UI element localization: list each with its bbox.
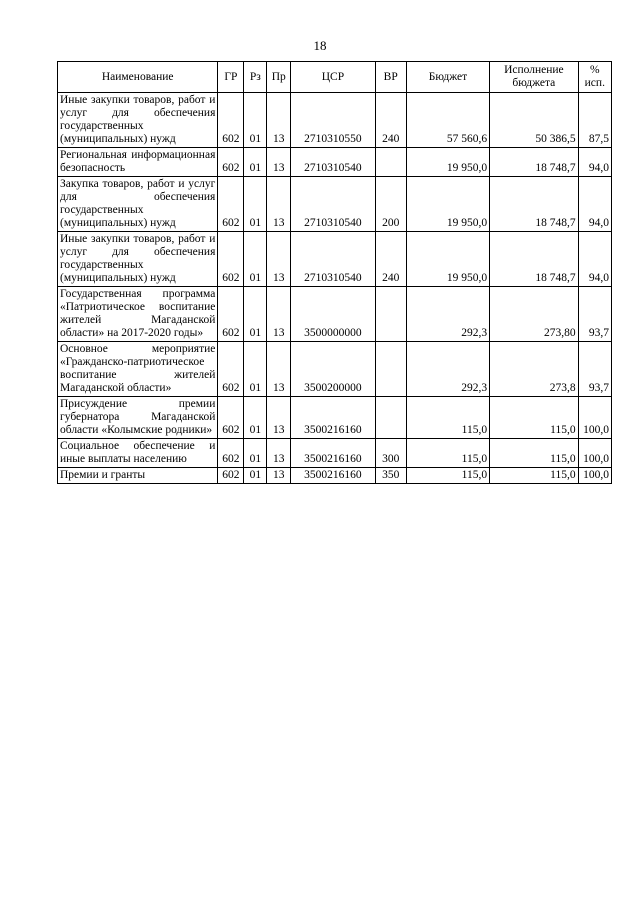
cell-pr: 13 — [267, 232, 291, 287]
cell-percent: 94,0 — [578, 177, 611, 232]
cell-execution: 115,0 — [490, 397, 579, 439]
cell-percent: 100,0 — [578, 439, 611, 468]
cell-name: Закупка товаров, работ и услуг для обеспечения государственных (муниципальных) нужд — [58, 177, 218, 232]
cell-rz: 01 — [244, 287, 267, 342]
cell-vr — [375, 397, 406, 439]
cell-rz: 01 — [244, 439, 267, 468]
cell-execution: 18 748,7 — [490, 148, 579, 177]
cell-csr: 2710310540 — [291, 232, 375, 287]
cell-execution: 115,0 — [490, 439, 579, 468]
cell-budget: 19 950,0 — [406, 148, 489, 177]
header-csr: ЦСР — [291, 62, 375, 93]
cell-gr: 602 — [218, 468, 244, 484]
cell-gr: 602 — [218, 287, 244, 342]
page-number: 18 — [313, 38, 327, 53]
budget-table — [57, 61, 612, 484]
cell-budget: 19 950,0 — [406, 232, 489, 287]
cell-pr: 13 — [267, 439, 291, 468]
cell-csr: 3500216160 — [291, 468, 375, 484]
header-rz: Рз — [244, 62, 267, 93]
cell-csr: 3500000000 — [291, 287, 375, 342]
header-name: Наименование — [58, 62, 218, 93]
cell-rz: 01 — [244, 342, 267, 397]
cell-budget: 115,0 — [406, 468, 489, 484]
cell-gr: 602 — [218, 342, 244, 397]
cell-name: Премии и гранты — [58, 468, 218, 484]
table-row — [58, 232, 612, 287]
table-row — [58, 177, 612, 232]
cell-rz: 01 — [244, 468, 267, 484]
table-row — [58, 468, 612, 484]
cell-name: Основное мероприятие «Гражданско-патриотическое воспитание жителей Магаданской области» — [58, 342, 218, 397]
cell-vr: 240 — [375, 232, 406, 287]
table-row — [58, 287, 612, 342]
cell-pr: 13 — [267, 177, 291, 232]
cell-vr: 240 — [375, 93, 406, 148]
header-vr: ВР — [375, 62, 406, 93]
cell-gr: 602 — [218, 148, 244, 177]
cell-vr — [375, 342, 406, 397]
table-row — [58, 397, 612, 439]
cell-percent: 93,7 — [578, 342, 611, 397]
cell-vr: 350 — [375, 468, 406, 484]
cell-csr: 2710310550 — [291, 93, 375, 148]
cell-execution: 18 748,7 — [490, 232, 579, 287]
table-row — [58, 439, 612, 468]
cell-name: Региональная информационная безопасность — [58, 148, 218, 177]
cell-pr: 13 — [267, 287, 291, 342]
cell-execution: 115,0 — [490, 468, 579, 484]
cell-gr: 602 — [218, 232, 244, 287]
cell-name: Присуждение премии губернатора Магаданской области «Колымские родники» — [58, 397, 218, 439]
table-header-row — [58, 62, 612, 93]
cell-execution: 273,80 — [490, 287, 579, 342]
cell-percent: 94,0 — [578, 232, 611, 287]
cell-rz: 01 — [244, 232, 267, 287]
cell-csr: 3500216160 — [291, 397, 375, 439]
cell-rz: 01 — [244, 177, 267, 232]
cell-percent: 94,0 — [578, 148, 611, 177]
cell-percent: 93,7 — [578, 287, 611, 342]
cell-rz: 01 — [244, 148, 267, 177]
cell-execution: 50 386,5 — [490, 93, 579, 148]
cell-csr: 3500200000 — [291, 342, 375, 397]
cell-pr: 13 — [267, 468, 291, 484]
cell-budget: 292,3 — [406, 287, 489, 342]
cell-budget: 115,0 — [406, 397, 489, 439]
cell-percent: 87,5 — [578, 93, 611, 148]
cell-vr — [375, 287, 406, 342]
cell-vr: 200 — [375, 177, 406, 232]
cell-name: Государственная программа «Патриотическое воспитание жителей Магаданской области» на 2017-2020 годы» — [58, 287, 218, 342]
header-percent: % исп. — [578, 62, 611, 93]
header-execution: Исполнение бюджета — [490, 62, 579, 93]
cell-budget: 19 950,0 — [406, 177, 489, 232]
cell-vr — [375, 148, 406, 177]
cell-csr: 2710310540 — [291, 177, 375, 232]
cell-gr: 602 — [218, 439, 244, 468]
header-pr: Пр — [267, 62, 291, 93]
cell-percent: 100,0 — [578, 468, 611, 484]
header-budget: Бюджет — [406, 62, 489, 93]
cell-execution: 18 748,7 — [490, 177, 579, 232]
cell-execution: 273,8 — [490, 342, 579, 397]
cell-gr: 602 — [218, 93, 244, 148]
cell-name: Иные закупки товаров, работ и услуг для обеспечения государственных (муниципальных) нужд — [58, 232, 218, 287]
cell-gr: 602 — [218, 397, 244, 439]
cell-vr: 300 — [375, 439, 406, 468]
cell-name: Социальное обеспечение и иные выплаты населению — [58, 439, 218, 468]
cell-name: Иные закупки товаров, работ и услуг для обеспечения государственных (муниципальных) нужд — [58, 93, 218, 148]
header-gr: ГР — [218, 62, 244, 93]
cell-csr: 2710310540 — [291, 148, 375, 177]
cell-rz: 01 — [244, 397, 267, 439]
table-row — [58, 93, 612, 148]
cell-budget: 115,0 — [406, 439, 489, 468]
cell-pr: 13 — [267, 148, 291, 177]
cell-gr: 602 — [218, 177, 244, 232]
cell-budget: 292,3 — [406, 342, 489, 397]
table-row — [58, 148, 612, 177]
cell-budget: 57 560,6 — [406, 93, 489, 148]
cell-pr: 13 — [267, 342, 291, 397]
cell-pr: 13 — [267, 397, 291, 439]
cell-pr: 13 — [267, 93, 291, 148]
cell-csr: 3500216160 — [291, 439, 375, 468]
cell-percent: 100,0 — [578, 397, 611, 439]
table-row — [58, 342, 612, 397]
cell-rz: 01 — [244, 93, 267, 148]
